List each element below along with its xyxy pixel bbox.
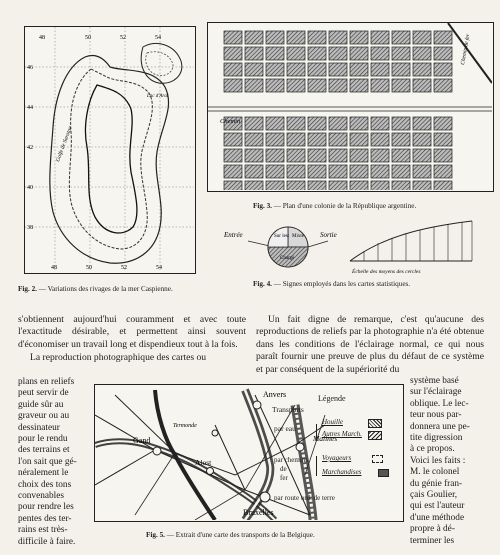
fig2-tick-top-0: 48	[39, 35, 45, 41]
fig3-plot-cell	[224, 165, 242, 178]
fig3-plot-cell	[287, 47, 305, 60]
fig3-plot-cell	[413, 63, 431, 76]
fig3-plot-cell	[329, 63, 347, 76]
fig3-plot-cell	[287, 149, 305, 162]
fig3-plot-cell	[308, 165, 326, 178]
fig3-plot-cell	[266, 149, 284, 162]
fig5-legend	[268, 394, 400, 518]
fig3-plot-cell	[434, 149, 452, 162]
fig3-label-chemin: Chemin	[220, 118, 241, 125]
fig5-city-anvers: Anvers	[263, 390, 287, 399]
fig4-signs	[222, 215, 482, 277]
fig3-plot-cell	[245, 117, 263, 130]
fig5-city-bruxelles: Bruxelles	[243, 508, 274, 517]
fig4-caption	[253, 280, 410, 289]
right-narrow-line: propre à dé-	[410, 524, 455, 535]
fig3-plan-drawing	[208, 23, 492, 190]
fig3-plot-cell	[392, 117, 410, 130]
fig5-city-marker-anvers	[253, 401, 261, 409]
fig3-plot-cell	[245, 63, 263, 76]
fig3-plot-cell	[266, 31, 284, 44]
left-narrow-line: dessinateur	[18, 422, 60, 433]
fig3-plot-cell	[371, 149, 389, 162]
fig2-label-0: Golfe de Saratov	[55, 125, 74, 163]
fig3-plot-cell	[413, 47, 431, 60]
fig3-plot-cell	[245, 149, 263, 162]
fig5-legend-swatch-houille	[368, 419, 382, 428]
fig5-legend-par-chemins: par chemins	[274, 456, 309, 464]
left-narrow-line: peut servir de	[18, 388, 69, 399]
fig3-plot-cell	[245, 47, 263, 60]
left-narrow-line: l'on sait que gé-	[18, 456, 77, 467]
fig3-plot-cell	[329, 133, 347, 146]
fig5-legend-swatch-voyageurs	[372, 455, 383, 463]
fig2-tick-bottom-0: 48	[51, 265, 57, 271]
fig2-tick-left-2: 42	[27, 145, 33, 151]
fig3-plot-cell	[434, 165, 452, 178]
fig3-caption-num: Fig. 3.	[253, 202, 272, 210]
fig2-caption	[18, 285, 173, 294]
fig3-plan	[207, 22, 494, 192]
fig4-pie-label-2: Chargé	[280, 256, 295, 261]
fig3-plot-cell	[287, 117, 305, 130]
fig3-plot-cell	[287, 165, 305, 178]
fig3-plot-cell	[224, 149, 242, 162]
fig3-plot-cell	[413, 31, 431, 44]
fig5-legend-par-eau: par eau	[274, 424, 296, 433]
right-narrow-line: qui est l'auteur	[410, 501, 465, 512]
fig3-plot-cell	[413, 181, 431, 190]
fig3-plot-cell	[266, 47, 284, 60]
fig3-plot-cell	[371, 181, 389, 190]
fig3-plot-cell	[434, 63, 452, 76]
fig3-plot-cell	[329, 79, 347, 92]
left-narrow-line: rains est très-	[18, 525, 68, 536]
fig2-tick-bottom-2: 52	[121, 265, 127, 271]
fig3-plot-cell	[245, 181, 263, 190]
fig3-plot-cell	[371, 79, 389, 92]
fig3-plot-cell	[224, 63, 242, 76]
left-narrow-line: pour le rendu	[18, 434, 68, 445]
fig3-plot-cell	[245, 31, 263, 44]
fig4-caption-num: Fig. 4.	[253, 280, 272, 288]
fig3-plot-cell	[308, 63, 326, 76]
fig2-map-drawing	[25, 27, 194, 272]
fig3-plot-cell	[371, 117, 389, 130]
fig3-plot-cell	[371, 133, 389, 146]
fig5-caption	[146, 531, 315, 540]
fig3-plot-cell	[371, 63, 389, 76]
right-narrow-line: du génie fran-	[410, 478, 463, 489]
fig2-tick-top-3: 54	[155, 35, 161, 41]
fig3-plot-cell	[434, 133, 452, 146]
fig2-label-1: Lac d'Aral	[147, 94, 169, 99]
fig3-plot-cell	[350, 79, 368, 92]
left-paragraph-1: s'obtiennent aujourd'hui couramment et avec toute l'exactitude désirable, et permettent ainsi souvent d'économiser un travail long et dispendieux tout à la fois.	[18, 314, 246, 350]
fig5-legend-autres-march: Autres March.	[322, 430, 362, 438]
fig3-plots	[224, 31, 452, 190]
fig3-plot-cell	[392, 181, 410, 190]
left-narrow-line: guide sûr au	[18, 399, 64, 410]
fig5-city-marker-gand	[153, 447, 161, 455]
fig3-plot-cell	[434, 47, 452, 60]
fig3-plot-cell	[329, 165, 347, 178]
left-paragraph-2: La reproduction photographique des cartes ou	[30, 352, 207, 364]
fig3-plot-cell	[371, 47, 389, 60]
left-narrow-line: choix des tons	[18, 479, 72, 490]
right-narrow-line: sur l'éclairage	[410, 387, 462, 398]
fig3-plot-cell	[329, 149, 347, 162]
fig4-scale-label: Échelle des moyens des cercles	[352, 269, 421, 275]
fig3-plot-cell	[350, 47, 368, 60]
fig3-plot-cell	[434, 117, 452, 130]
right-narrow-column	[410, 376, 488, 547]
fig2-tick-bottom-1: 50	[86, 265, 92, 271]
fig2-tick-top-1: 50	[85, 35, 91, 41]
fig5-city-marker-termonde	[212, 430, 218, 436]
fig3-plot-cell	[350, 149, 368, 162]
fig3-plot-cell	[308, 79, 326, 92]
fig3-plot-cell	[266, 63, 284, 76]
fig3-plot-cell	[266, 181, 284, 190]
fig3-plot-cell	[224, 47, 242, 60]
fig2-tick-left-4: 38	[27, 225, 33, 231]
left-narrow-line: graveur ou au	[18, 411, 70, 422]
fig3-plot-cell	[413, 149, 431, 162]
right-narrow-line: oblique. Le lec-	[410, 398, 469, 409]
left-narrow-line: pour rendre les	[18, 502, 74, 513]
fig5-city-alost: Alost	[195, 458, 212, 467]
fig3-plot-cell	[329, 31, 347, 44]
fig3-plot-cell	[392, 63, 410, 76]
fig3-plot-cell	[308, 149, 326, 162]
fig3-plot-cell	[371, 165, 389, 178]
fig2-tick-top-2: 52	[120, 35, 126, 41]
fig4-caption-text: — Signes employés dans les cartes statistiques.	[273, 280, 411, 288]
fig4-pie-label-1: Mixte	[292, 234, 304, 239]
fig2-tick-bottom-3: 54	[156, 265, 162, 271]
right-narrow-line: teur nous par-	[410, 410, 462, 421]
right-column-text	[256, 314, 484, 376]
fig5-legend-houille: Houille	[322, 418, 343, 426]
fig3-plot-cell	[308, 31, 326, 44]
fig3-plot-cell	[413, 165, 431, 178]
fig4-signs-drawing	[222, 215, 482, 277]
fig2-tick-left-3: 40	[27, 185, 33, 191]
fig3-plot-cell	[287, 63, 305, 76]
fig4-label-sortie: Sortie	[320, 231, 337, 239]
fig3-plot-cell	[245, 133, 263, 146]
fig3-plot-cell	[287, 79, 305, 92]
right-narrow-line: d'une méthode	[410, 512, 465, 523]
fig3-plot-cell	[350, 181, 368, 190]
left-column-text	[18, 314, 246, 365]
fig5-city-malines: Malines	[313, 434, 338, 443]
fig3-plot-cell	[392, 79, 410, 92]
fig5-caption-text: — Extrait d'une carte des transports de la Belgique.	[166, 531, 315, 539]
fig3-plot-cell	[392, 165, 410, 178]
left-narrow-column	[18, 377, 92, 548]
fig5-legend-swatch-marchandises	[378, 469, 389, 477]
fig3-plot-cell	[329, 181, 347, 190]
fig3-plot-cell	[392, 47, 410, 60]
fig3-plot-cell	[350, 165, 368, 178]
fig3-plot-cell	[266, 165, 284, 178]
fig3-plot-cell	[392, 133, 410, 146]
fig3-plot-cell	[392, 149, 410, 162]
fig3-plot-cell	[350, 133, 368, 146]
fig3-plot-cell	[413, 79, 431, 92]
right-narrow-line: M. le colonel	[410, 467, 460, 478]
fig2-tick-left-0: 46	[27, 65, 33, 71]
fig3-plot-cell	[329, 47, 347, 60]
fig2-tick-left-1: 44	[27, 105, 33, 111]
fig3-plot-cell	[224, 79, 242, 92]
fig3-plot-cell	[266, 79, 284, 92]
fig4-label-entree: Entrée	[224, 231, 243, 239]
fig5-legend-transports: Transports	[272, 405, 304, 414]
fig5-legend-par-route: par route ord. de terre	[274, 494, 335, 502]
fig3-plot-cell	[413, 133, 431, 146]
fig3-plot-cell	[329, 117, 347, 130]
fig3-plot-cell	[308, 133, 326, 146]
fig3-plot-cell	[245, 165, 263, 178]
right-narrow-line: çais Goulier,	[410, 490, 458, 501]
fig3-plot-cell	[371, 31, 389, 44]
fig5-city-gand: Gand	[133, 436, 151, 445]
fig5-caption-num: Fig. 5.	[146, 531, 165, 539]
right-narrow-line: terminer les	[410, 535, 455, 546]
left-narrow-line: plans en reliefs	[18, 377, 75, 387]
fig3-plot-cell	[224, 133, 242, 146]
fig5-legend-fer: fer	[280, 474, 288, 482]
fig3-plot-cell	[224, 31, 242, 44]
fig3-plot-cell	[413, 117, 431, 130]
fig3-plot-cell	[308, 117, 326, 130]
right-narrow-line: tite digression	[410, 433, 463, 444]
left-narrow-line: difficile à faire.	[18, 536, 76, 547]
fig3-plot-cell	[266, 117, 284, 130]
fig3-plot-cell	[434, 181, 452, 190]
fig2-caption-num: Fig. 2.	[18, 285, 37, 293]
right-narrow-line: à ce propos.	[410, 444, 455, 455]
right-narrow-line: système basé	[410, 376, 459, 386]
fig3-plot-cell	[287, 133, 305, 146]
right-narrow-line: donnera une pe-	[410, 421, 470, 432]
fig3-plot-cell	[287, 31, 305, 44]
fig4-pie-label-0: Sur lest	[274, 234, 290, 239]
fig5-legend-title: Légende	[318, 394, 346, 403]
fig5-city-termonde: Termonde	[173, 423, 197, 429]
fig3-caption	[253, 202, 416, 211]
fig3-plot-cell	[350, 31, 368, 44]
right-paragraph-1: Un fait digne de remarque, c'est qu'aucune des reproductions de reliefs par la photographie n'a été obtenue dans les conditions de l'éclairage normal, ce qui nous paraît fournir une preuve de plus du défaut de ce système et par conséquent de la supériorité du	[256, 314, 484, 375]
fig3-plot-cell	[287, 181, 305, 190]
right-narrow-line: Voici les faits :	[410, 455, 466, 466]
fig5-legend-voyageurs: Voyageurs	[322, 454, 352, 462]
fig3-plot-cell	[434, 79, 452, 92]
left-narrow-line: pentes des ter-	[18, 513, 72, 524]
fig3-label-chemin-de-fer: Chemin de fer	[460, 33, 472, 66]
fig3-plot-cell	[350, 117, 368, 130]
fig5-legend-marchandises: Marchandises	[322, 468, 362, 476]
fig3-plot-cell	[245, 79, 263, 92]
fig3-plot-cell	[434, 31, 452, 44]
fig3-plot-cell	[308, 181, 326, 190]
fig3-plot-cell	[266, 133, 284, 146]
fig2-caption-text: — Variations des rivages de la mer Caspienne.	[38, 285, 173, 293]
fig3-plot-cell	[224, 181, 242, 190]
fig5-legend-de: de	[280, 465, 287, 473]
fig5-legend-swatch-autres	[368, 431, 382, 440]
left-narrow-line: néralement le	[18, 468, 69, 479]
fig3-plot-cell	[308, 47, 326, 60]
fig5-city-marker-alost	[207, 468, 214, 475]
fig3-plot-cell	[350, 63, 368, 76]
left-narrow-line: convenables	[18, 491, 64, 502]
left-narrow-line: des terrains et	[18, 445, 70, 456]
fig2-map	[24, 26, 196, 274]
fig3-caption-text: — Plan d'une colonie de la République argentine.	[273, 202, 417, 210]
fig3-plot-cell	[392, 31, 410, 44]
